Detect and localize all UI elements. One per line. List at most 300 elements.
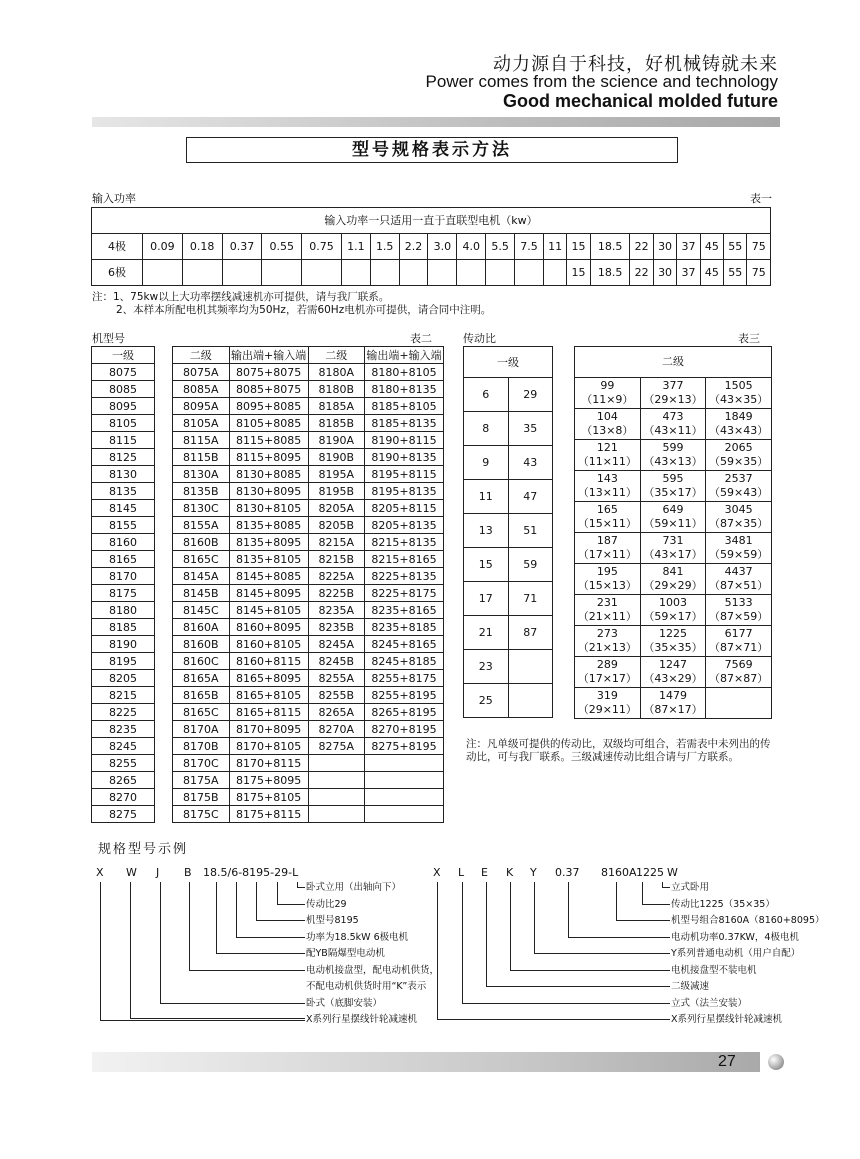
ratio-cell: 71 xyxy=(508,582,553,616)
model-cell: 8180A xyxy=(308,364,364,381)
page-number: 27 xyxy=(718,1053,736,1070)
table-row xyxy=(575,409,772,440)
table-row xyxy=(92,568,155,585)
example-code-part: 18.5/6-8195-29-L xyxy=(203,866,299,879)
example-label: 配YB隔爆型电动机 xyxy=(306,948,385,959)
model-cell: 8205 xyxy=(92,670,155,687)
model-cell: 8195+8135 xyxy=(365,483,444,500)
power-cell xyxy=(182,260,222,286)
table-row xyxy=(92,517,155,534)
model-cell: 8180+8105 xyxy=(365,364,444,381)
table-row xyxy=(173,398,444,415)
table-row xyxy=(92,738,155,755)
ratio-combination: （43×11） xyxy=(643,424,703,437)
ratio-value: 841 xyxy=(662,565,684,578)
example-label: 电动机接盘型，配电动机供货， xyxy=(306,964,440,976)
ratio-combination: （15×13） xyxy=(577,579,637,592)
model-cell: 8075+8075 xyxy=(229,364,308,381)
ratio-cell xyxy=(575,657,641,688)
power-cell xyxy=(399,260,428,286)
model-cell: 8165+8115 xyxy=(229,704,308,721)
table1-row xyxy=(92,234,771,260)
table-row xyxy=(464,514,553,548)
model-cell: 8095+8085 xyxy=(229,398,308,415)
table3-note: 注：凡单级可提供的传动比，双级均可组合，若需表中未列出的传动比，可与我厂联系。三级减速传动比组合请与厂方联系。 xyxy=(466,738,771,763)
table1-tag: 表一 xyxy=(750,192,772,205)
ratio-table-stage1 xyxy=(463,346,553,718)
table-row xyxy=(173,381,444,398)
table2-tag: 表二 xyxy=(410,332,432,345)
model-cell: 8175 xyxy=(92,585,155,602)
power-cell: 7.5 xyxy=(515,234,544,260)
ratio-value: 231 xyxy=(596,596,618,609)
ratio-combination: （15×11） xyxy=(577,517,637,530)
table-row xyxy=(464,548,553,582)
power-cell: 11 xyxy=(543,234,566,260)
model-table-stage2 xyxy=(172,346,444,823)
power-cell: 37 xyxy=(677,234,700,260)
ratio-value: 599 xyxy=(662,441,684,454)
model-cell: 8160+8115 xyxy=(229,653,308,670)
power-cell xyxy=(341,260,370,286)
ratio-cell: 17 xyxy=(464,582,509,616)
example-code-part: 8160A xyxy=(601,866,637,879)
power-cell xyxy=(143,260,183,286)
model-cell: 8075A xyxy=(173,364,230,381)
ratio-table-stage2 xyxy=(574,346,772,719)
ratio-value: 1849 xyxy=(724,410,753,423)
ratio-cell xyxy=(575,502,641,533)
ratio-combination: （17×17） xyxy=(577,672,637,685)
model-cell: 8245B xyxy=(308,653,364,670)
ratio-combination: （21×11） xyxy=(577,610,637,623)
example-label: X系列行星摆线针轮减速机 xyxy=(671,1014,783,1025)
model-cell: 8170+8115 xyxy=(229,755,308,772)
model-cell: 8165C xyxy=(173,704,230,721)
ratio-value: 187 xyxy=(596,534,618,547)
power-cell: 3.0 xyxy=(428,234,457,260)
ratio-cell xyxy=(640,471,706,502)
ratio-cell xyxy=(575,595,641,626)
ratio-cell: 11 xyxy=(464,480,509,514)
model-cell: 8160B xyxy=(173,534,230,551)
table-row xyxy=(173,483,444,500)
model-cell: 8130A xyxy=(173,466,230,483)
model-cell xyxy=(365,789,444,806)
power-cell: 15 xyxy=(567,234,590,260)
power-cell: 18.5 xyxy=(590,234,630,260)
table-row xyxy=(575,471,772,502)
model-cell: 8255+8175 xyxy=(365,670,444,687)
bracket-line xyxy=(100,882,305,1021)
example-code-part: 1225 xyxy=(636,866,664,879)
model-cell: 8115A xyxy=(173,432,230,449)
ratio-cell: 25 xyxy=(464,684,509,718)
ratio-cell: 35 xyxy=(508,412,553,446)
model-cell: 8245+8185 xyxy=(365,653,444,670)
model-cell: 8215+8135 xyxy=(365,534,444,551)
ratio-cell xyxy=(706,688,772,719)
model-cell: 8125 xyxy=(92,449,155,466)
table-row xyxy=(173,670,444,687)
model-cell: 8225+8135 xyxy=(365,568,444,585)
ratio-cell xyxy=(640,409,706,440)
table-row xyxy=(92,721,155,738)
table-row xyxy=(173,585,444,602)
ratio-cell xyxy=(640,657,706,688)
ratio-cell: 43 xyxy=(508,446,553,480)
ratio-cell xyxy=(706,626,772,657)
model-cell: 8185+8135 xyxy=(365,415,444,432)
ratio-combination: （87×17） xyxy=(643,703,703,716)
model-cell: 8165B xyxy=(173,687,230,704)
ratio-cell xyxy=(706,564,772,595)
model-cell: 8105 xyxy=(92,415,155,432)
ratio-cell xyxy=(508,650,553,684)
model-cell: 8115+8095 xyxy=(229,449,308,466)
power-cell: 75 xyxy=(747,260,771,286)
ratio-value: 1003 xyxy=(658,596,687,609)
example-code-part: K xyxy=(506,866,514,879)
ratio-cell xyxy=(640,533,706,564)
ratio-value: 2537 xyxy=(724,472,753,485)
input-power-table xyxy=(91,207,771,286)
model-cell: 8165 xyxy=(92,551,155,568)
model-cell: 8245A xyxy=(308,636,364,653)
power-cell xyxy=(370,260,399,286)
ratio-combination: （35×17） xyxy=(643,486,703,499)
table-row xyxy=(92,466,155,483)
ratio-value: 319 xyxy=(596,689,618,702)
table-row xyxy=(92,772,155,789)
model-cell: 8215+8165 xyxy=(365,551,444,568)
model-cell: 8135 xyxy=(92,483,155,500)
table-row xyxy=(92,415,155,432)
model-cell: 8175C xyxy=(173,806,230,823)
model-cell: 8195B xyxy=(308,483,364,500)
model-cell: 8170 xyxy=(92,568,155,585)
model-cell: 8255B xyxy=(308,687,364,704)
header-stage1: 一级 xyxy=(92,347,155,364)
table-row xyxy=(575,626,772,657)
model-cell xyxy=(365,755,444,772)
ratio-value: 7569 xyxy=(724,658,753,671)
ratio-value: 731 xyxy=(662,534,684,547)
example-label: 卧式（底脚安装） xyxy=(306,997,383,1009)
model-cell: 8135+8105 xyxy=(229,551,308,568)
model-cell: 8225A xyxy=(308,568,364,585)
ratio-cell xyxy=(640,378,706,409)
example-label: 卧式立用（出轴向下） xyxy=(306,882,402,893)
model-cell: 8275+8195 xyxy=(365,738,444,755)
model-cell: 8175+8095 xyxy=(229,772,308,789)
model-cell: 8160B xyxy=(173,636,230,653)
ratio-value: 143 xyxy=(596,472,618,485)
power-cell: 55 xyxy=(724,260,747,286)
header-cell: 二级 xyxy=(308,347,364,364)
example-label: Y系列普通电动机（用户自配） xyxy=(671,948,801,959)
table-row xyxy=(92,653,155,670)
model-cell: 8275 xyxy=(92,806,155,823)
model-cell: 8235+8185 xyxy=(365,619,444,636)
slogan-cn: 动力源自于科技，好机械铸就未来 xyxy=(493,54,778,75)
table-row xyxy=(575,533,772,564)
ratio-combination: （43×17） xyxy=(643,548,703,561)
table-row xyxy=(92,789,155,806)
model-cell: 8245 xyxy=(92,738,155,755)
power-cell: 45 xyxy=(700,234,723,260)
table-row xyxy=(575,378,772,409)
table-row xyxy=(173,653,444,670)
ratio-value: 1505 xyxy=(724,379,753,392)
model-cell: 8265 xyxy=(92,772,155,789)
table-row xyxy=(173,789,444,806)
ratio-combination: （43×13） xyxy=(643,455,703,468)
model-cell: 8275A xyxy=(308,738,364,755)
model-cell: 8205B xyxy=(308,517,364,534)
power-cell: 5.5 xyxy=(486,234,515,260)
ratio-cell: 21 xyxy=(464,616,509,650)
header-stage1: 一级 xyxy=(464,347,553,378)
bracket-line xyxy=(437,882,670,1020)
table-row xyxy=(173,432,444,449)
ratio-value: 6177 xyxy=(724,627,753,640)
table1-caption: 输入功率一只适用一直于直联型电机（kw） xyxy=(92,208,771,234)
table-row xyxy=(575,688,772,719)
model-cell: 8145+8105 xyxy=(229,602,308,619)
example-label: 电动机功率0.37KW，4极电机 xyxy=(671,931,799,943)
ratio-cell: 29 xyxy=(508,378,553,412)
model-cell: 8115+8085 xyxy=(229,432,308,449)
table-row xyxy=(92,398,155,415)
ratio-cell xyxy=(575,564,641,595)
ratio-value: 595 xyxy=(662,472,684,485)
power-cell: 0.09 xyxy=(143,234,183,260)
example-label: X系列行星摆线针轮减速机 xyxy=(306,1014,418,1025)
table-row xyxy=(173,500,444,517)
model-cell: 8095 xyxy=(92,398,155,415)
model-table-stage1 xyxy=(91,346,155,823)
power-cell xyxy=(222,260,262,286)
ratio-cell xyxy=(706,471,772,502)
model-cell: 8175B xyxy=(173,789,230,806)
model-cell: 8135+8085 xyxy=(229,517,308,534)
model-cell: 8235A xyxy=(308,602,364,619)
ratio-cell: 15 xyxy=(464,548,509,582)
table2a-header-row xyxy=(92,347,155,364)
table-row xyxy=(92,381,155,398)
example-label: 机型号8195 xyxy=(306,915,359,926)
model-cell: 8205+8115 xyxy=(365,500,444,517)
ratio-cell xyxy=(706,378,772,409)
power-cell: 75 xyxy=(747,234,771,260)
ratio-value: 289 xyxy=(596,658,618,671)
model-cell: 8145B xyxy=(173,585,230,602)
example-label: 电机接盘型不装电机 xyxy=(671,964,757,976)
table-row xyxy=(92,602,155,619)
ratio-cell: 6 xyxy=(464,378,509,412)
example-label: 立式（法兰安装） xyxy=(671,997,748,1009)
power-cell: 2.2 xyxy=(399,234,428,260)
ratio-combination: （29×11） xyxy=(577,703,637,716)
header-cell: 输出端+输入端 xyxy=(366,348,442,362)
power-cell: 1.1 xyxy=(341,234,370,260)
table-row xyxy=(92,806,155,823)
ratio-cell xyxy=(706,657,772,688)
model-cell: 8190B xyxy=(308,449,364,466)
table-row xyxy=(464,650,553,684)
header-stage2: 二级 xyxy=(575,347,772,378)
ratio-combination: （35×35） xyxy=(643,641,703,654)
model-cell: 8225 xyxy=(92,704,155,721)
example-label: 二级减速 xyxy=(671,981,710,992)
example-code-part: Y xyxy=(530,866,537,879)
model-cell: 8165+8105 xyxy=(229,687,308,704)
model-cell: 8255 xyxy=(92,755,155,772)
ratio-combination: （11×11） xyxy=(577,455,637,468)
ratio-value: 473 xyxy=(662,410,684,423)
table-row xyxy=(575,440,772,471)
table-row xyxy=(173,704,444,721)
ratio-value: 273 xyxy=(596,627,618,640)
ratio-combination: （87×35） xyxy=(709,517,769,530)
model-cell: 8130+8095 xyxy=(229,483,308,500)
ratio-cell: 23 xyxy=(464,650,509,684)
table2-label: 机型号 xyxy=(92,332,125,345)
ratio-value: 1225 xyxy=(658,627,687,640)
ratio-value: 3481 xyxy=(724,534,753,547)
power-cell xyxy=(486,260,515,286)
table-row xyxy=(173,534,444,551)
power-cell: 0.75 xyxy=(302,234,342,260)
ratio-cell xyxy=(640,688,706,719)
table-row xyxy=(173,721,444,738)
table-row xyxy=(173,551,444,568)
table-row xyxy=(92,585,155,602)
header-cell: 输出端+输入端 xyxy=(230,348,307,362)
table-row xyxy=(464,378,553,412)
model-cell: 8170B xyxy=(173,738,230,755)
example-code-part: W xyxy=(126,866,137,879)
table-row xyxy=(173,415,444,432)
slogan-en-line1: Power comes from the science and technology xyxy=(425,72,778,91)
example-label: 传动比29 xyxy=(306,898,347,910)
power-cell xyxy=(302,260,342,286)
table-row xyxy=(464,582,553,616)
model-cell: 8105A xyxy=(173,415,230,432)
decorative-ball-icon xyxy=(768,1054,784,1070)
model-cell: 8190+8115 xyxy=(365,432,444,449)
table1-note1: 注：1、75kw以上大功率摆线减速机亦可提供，请与我厂联系。 xyxy=(92,291,390,303)
table-row xyxy=(92,534,155,551)
ratio-cell xyxy=(706,533,772,564)
table-row xyxy=(575,657,772,688)
model-cell: 8130 xyxy=(92,466,155,483)
model-cell xyxy=(308,806,364,823)
power-cell: 0.37 xyxy=(222,234,262,260)
ratio-combination: （59×35） xyxy=(709,455,769,468)
model-cell: 8135B xyxy=(173,483,230,500)
ratio-cell: 59 xyxy=(508,548,553,582)
model-cell: 8235B xyxy=(308,619,364,636)
ratio-combination: （59×17） xyxy=(643,610,703,623)
ratio-value: 1247 xyxy=(658,658,687,671)
table-row xyxy=(464,616,553,650)
model-cell: 8165A xyxy=(173,670,230,687)
model-cell: 8145C xyxy=(173,602,230,619)
model-cell: 8130C xyxy=(173,500,230,517)
ratio-combination: （13×11） xyxy=(577,486,637,499)
power-cell: 15 xyxy=(567,260,590,286)
power-cell: 22 xyxy=(630,234,653,260)
model-cell: 8215B xyxy=(308,551,364,568)
ratio-value: 1479 xyxy=(658,689,687,702)
example-code-part: 0.37 xyxy=(555,866,580,879)
model-cell: 8155 xyxy=(92,517,155,534)
power-cell: 18.5 xyxy=(590,260,630,286)
model-cell: 8185+8105 xyxy=(365,398,444,415)
ratio-combination: （21×13） xyxy=(577,641,637,654)
section-title: 型号规格表示方法 xyxy=(186,137,678,163)
model-cell: 8195 xyxy=(92,653,155,670)
model-cell: 8185B xyxy=(308,415,364,432)
model-cell: 8270 xyxy=(92,789,155,806)
model-cell: 8105+8085 xyxy=(229,415,308,432)
model-cell: 8205A xyxy=(308,500,364,517)
model-cell: 8160C xyxy=(173,653,230,670)
ratio-cell xyxy=(640,595,706,626)
table-row xyxy=(173,687,444,704)
power-cell xyxy=(262,260,302,286)
table-row xyxy=(173,738,444,755)
ratio-combination: （11×9） xyxy=(581,393,634,406)
example-code-part: X xyxy=(433,866,441,879)
table-row xyxy=(92,432,155,449)
table-row xyxy=(575,502,772,533)
ratio-combination: （43×43） xyxy=(709,424,769,437)
table-row xyxy=(173,755,444,772)
ratio-cell xyxy=(706,440,772,471)
table1-label: 输入功率 xyxy=(92,192,136,205)
ratio-cell xyxy=(640,564,706,595)
model-cell: 8175+8115 xyxy=(229,806,308,823)
model-cell: 8235+8165 xyxy=(365,602,444,619)
model-cell: 8245+8165 xyxy=(365,636,444,653)
example-label: 立式卧用 xyxy=(671,882,710,893)
header-cell: 二级 xyxy=(173,347,230,364)
model-cell: 8160 xyxy=(92,534,155,551)
power-cell: 37 xyxy=(677,260,700,286)
table-row xyxy=(173,568,444,585)
ratio-combination: （59×59） xyxy=(709,548,769,561)
example-label: 不配电动机供货时用“K”表示 xyxy=(306,981,427,992)
example-code-part: E xyxy=(481,866,488,879)
model-cell: 8265+8195 xyxy=(365,704,444,721)
table-row xyxy=(173,636,444,653)
slogan-en-line2: Good mechanical molded future xyxy=(502,91,778,111)
table-row xyxy=(92,704,155,721)
model-cell: 8165+8095 xyxy=(229,670,308,687)
ratio-cell xyxy=(575,533,641,564)
table-row xyxy=(92,483,155,500)
table-row xyxy=(92,687,155,704)
model-cell: 8190 xyxy=(92,636,155,653)
ratio-cell: 47 xyxy=(508,480,553,514)
table-row xyxy=(173,806,444,823)
ratio-cell: 13 xyxy=(464,514,509,548)
model-cell: 8215 xyxy=(92,687,155,704)
table-row xyxy=(464,446,553,480)
